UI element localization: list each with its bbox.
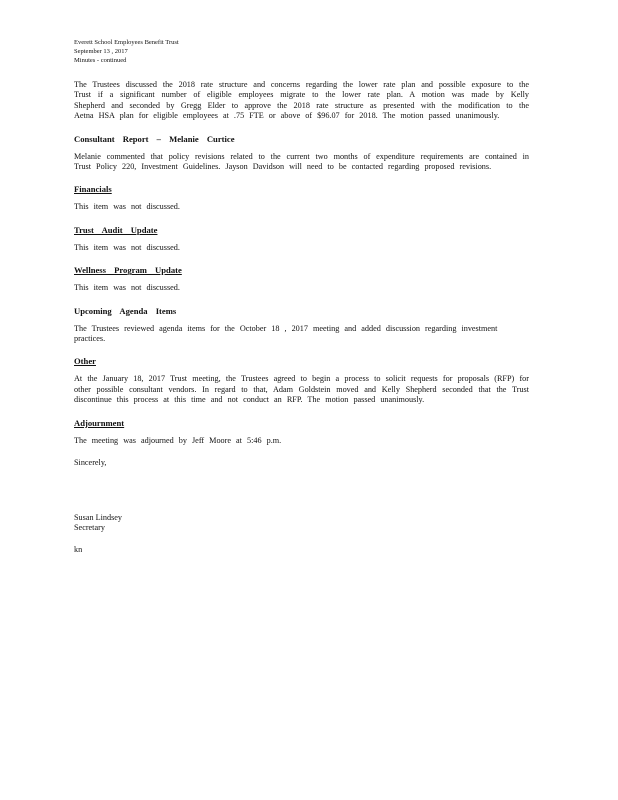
financials-heading: Financials (74, 184, 112, 195)
document-body (74, 80, 529, 556)
typist-initials: kn (74, 545, 83, 555)
consultant-report-text: Melanie commented that policy revisions related to the current two months of expenditure requirements are contained in Trust Policy 220, Investment Guidelines. Jayson Davidson will need to be contacted regarding proposed revisions. (74, 151, 529, 172)
signatory-name: Susan Lindsey (74, 512, 122, 522)
wellness-program-text: This item was not discussed. (74, 283, 180, 293)
rate-structure-paragraph: The Trustees discussed the 2018 rate structure and concerns regarding the lower rate plan and possible exposure to the Trust if a significant number of eligible employees migrate to the lower rate plan. A motion was made by Kelly Shepherd and seconded by Gregg Elder to approve the 2018 rate structure as presented with the modification to the Aetna HSA plan for eligible employees at .75 FTE or above of $96.07 for 2018. The motion passed unanimously. (74, 80, 529, 121)
header-org-line: Everett School Employees Benefit Trust (74, 39, 179, 46)
signatory-title: Secretary (74, 522, 105, 532)
trust-audit-heading: Trust Audit Update (74, 224, 158, 235)
upcoming-agenda-text: The Trustees reviewed agenda items for the October 18 , 2017 meeting and added discussion regarding investment practices. (74, 323, 498, 344)
other-heading: Other (74, 356, 96, 367)
document-header (74, 38, 179, 65)
trust-audit-text: This item was not discussed. (74, 242, 180, 252)
consultant-report-heading: Consultant Report – Melanie Curtice (74, 133, 235, 144)
adjournment-heading: Adjournment (74, 417, 125, 428)
adjournment-text: The meeting was adjourned by Jeff Moore at 5:46 p.m. (74, 435, 282, 445)
salutation: Sincerely, (74, 458, 107, 468)
header-date-line: September 13 , 2017 (74, 48, 128, 55)
wellness-program-heading: Wellness Program Update (74, 265, 182, 276)
header-minutes-line: Minutes - continued (74, 57, 127, 64)
financials-text: This item was not discussed. (74, 202, 180, 212)
other-text: At the January 18, 2017 Trust meeting, the Trustees agreed to begin a process to solicit requests for proposals (RFP) for other possible consultant vendors. In regard to that, Adam Goldstein moved and Kelly Shepherd seconded that the Trust discontinue this process at this time and not conduct an RFP. The motion passed unanimously. (74, 374, 529, 405)
upcoming-agenda-heading: Upcoming Agenda Items (74, 305, 177, 316)
closing-block (74, 458, 529, 556)
